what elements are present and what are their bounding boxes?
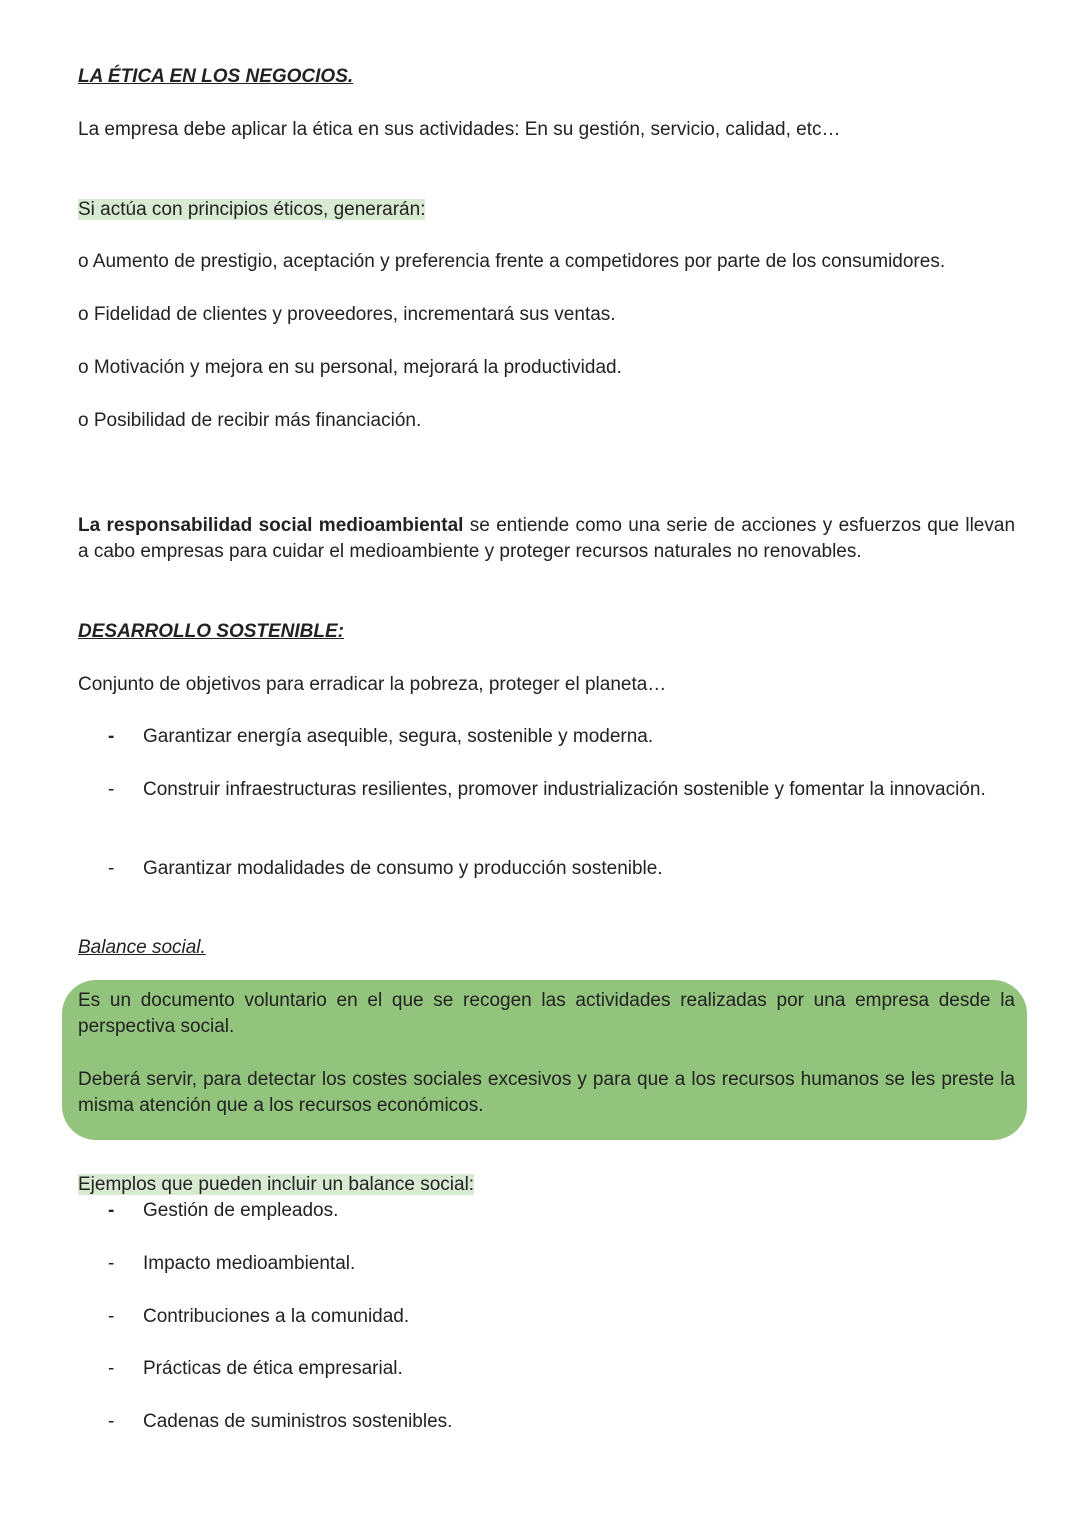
examples-heading: Ejemplos que pueden incluir un balance social:: [78, 1174, 475, 1195]
etica-item: o Aumento de prestigio, aceptación y preferencia frente a competidores por parte de los consumidores.: [78, 251, 946, 272]
bullet-text: Contribuciones a la comunidad.: [143, 1306, 410, 1327]
section-title-balance: Balance social.: [78, 937, 206, 958]
etica-item: o Motivación y mejora en su personal, mejorará la productividad.: [78, 357, 622, 378]
bullet-text: Gestión de empleados.: [143, 1200, 339, 1221]
bullet-dash: -: [108, 779, 115, 800]
bullet-text: Construir infraestructuras resilientes, promover industrialización sostenible y fomentar la innovación.: [143, 779, 986, 800]
etica-intro: La empresa debe aplicar la ética en sus actividades: En su gestión, servicio, calidad, etc…: [78, 119, 841, 140]
section-title-desarrollo: DESARROLLO SOSTENIBLE:: [78, 621, 345, 642]
balance-box-paragraph-2: Deberá servir, para detectar los costes sociales excesivos y para que a los recursos humanos se les preste la misma atención que a los recursos económicos.: [78, 1069, 1015, 1116]
etica-highlight: Si actúa con principios éticos, generarán:: [78, 199, 426, 220]
bullet-text: Impacto medioambiental.: [143, 1253, 356, 1274]
responsabilidad-paragraph: [78, 513, 1015, 565]
bullet-dash: -: [108, 1253, 115, 1274]
bullet-dash: -: [108, 1306, 115, 1327]
balance-box-paragraph-1: Es un documento voluntario en el que se recogen las actividades realizadas por una empresa desde la perspectiva social.: [78, 990, 1015, 1037]
responsabilidad-text: se entiende como una serie de acciones y esfuerzos que llevan a cabo empresas para cuidar el medioambiente y proteger recursos naturales no renovables.: [78, 515, 1016, 562]
bullet-text: Cadenas de suministros sostenibles.: [143, 1411, 453, 1432]
desarrollo-intro: Conjunto de objetivos para erradicar la pobreza, proteger el planeta…: [78, 674, 667, 695]
bullet-text: Prácticas de ética empresarial.: [143, 1358, 403, 1379]
bullet-text: Garantizar energía asequible, segura, sostenible y moderna.: [143, 726, 654, 747]
section-title-etica: LA ÉTICA EN LOS NEGOCIOS.: [78, 66, 354, 87]
etica-item: o Fidelidad de clientes y proveedores, incrementará sus ventas.: [78, 304, 616, 325]
etica-item: o Posibilidad de recibir más financiación.: [78, 410, 422, 431]
bullet-text: Garantizar modalidades de consumo y producción sostenible.: [143, 858, 663, 879]
etica-highlight-line: [78, 197, 1015, 223]
examples-heading-line: [78, 1172, 1015, 1198]
bullet-dash: -: [108, 1411, 115, 1432]
bullet-dash: -: [108, 1200, 115, 1221]
bullet-dash: -: [108, 858, 115, 879]
bullet-dash: -: [108, 1358, 115, 1379]
bullet-dash: -: [108, 726, 115, 747]
responsabilidad-bold: La responsabilidad social medioambiental: [78, 515, 464, 536]
